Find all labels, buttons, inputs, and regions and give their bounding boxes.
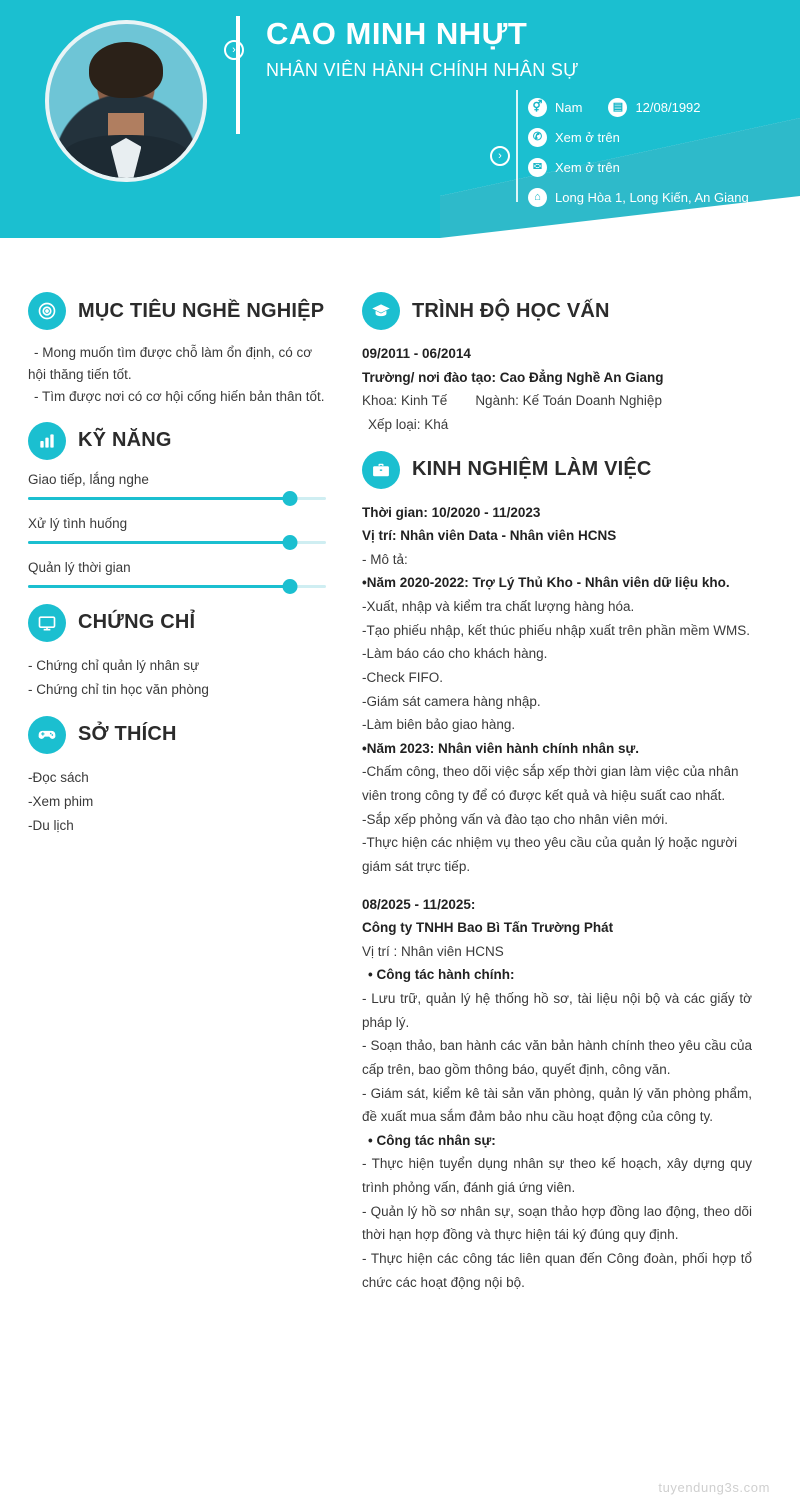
section-certificates-title: CHỨNG CHỈ bbox=[78, 611, 196, 634]
section-objective-header bbox=[28, 292, 326, 330]
education-grade: Xếp loại: Khá bbox=[368, 416, 449, 432]
skill-bar-knob bbox=[283, 491, 298, 506]
experience-2-position: Vị trí : Nhân viên HCNS bbox=[362, 943, 504, 959]
experience-1-block1-line: -Giám sát camera hàng nhập. bbox=[362, 693, 541, 709]
skill-bar bbox=[28, 541, 326, 544]
avatar-hair bbox=[89, 42, 163, 97]
contact-gender-text: Nam bbox=[555, 99, 583, 115]
experience-1-block2-line: -Sắp xếp phỏng vấn và đào tạo cho nhân viên mới. bbox=[362, 811, 669, 827]
experience-2-group1-line: - Giám sát, kiểm kê tài sản văn phòng, quản lý văn phòng phẩm, đề xuất mua sắm đảm bảo nhu cầu hoạt động của công ty. bbox=[362, 1085, 752, 1125]
chevron-right-icon: › bbox=[224, 40, 244, 60]
experience-1-block2-line: -Chấm công, theo dõi việc sắp xếp thời gian làm việc của nhân viên trong công ty để có được kết quả và hiệu suất cao nhất. bbox=[362, 764, 739, 803]
skill-label: Xử lý tình huống bbox=[28, 515, 128, 531]
job-role: NHÂN VIÊN HÀNH CHÍNH NHÂN SỰ bbox=[266, 60, 579, 80]
skill-bar-knob bbox=[283, 535, 298, 550]
right-column bbox=[348, 278, 752, 1294]
education-period: 09/2011 - 06/2014 bbox=[362, 346, 471, 361]
header-divider bbox=[236, 16, 240, 134]
section-objective-title: MỤC TIÊU NGHỀ NGHIỆP bbox=[78, 299, 325, 322]
section-experience-header bbox=[362, 451, 752, 489]
section-certificates-header bbox=[28, 604, 326, 642]
section-skills-header bbox=[28, 422, 326, 460]
education-school: Trường/ nơi đào tạo: Cao Đẳng Nghề An Giang bbox=[362, 369, 664, 385]
experience-2-company: Công ty TNHH Bao Bì Tấn Trường Phát bbox=[362, 920, 614, 936]
experience-2-group1-line: - Soạn thảo, ban hành các văn bản hành chính theo yêu cầu của cấp trên, bao gồm thông báo, quyết định, công văn. bbox=[362, 1038, 752, 1077]
contact-row-top bbox=[516, 92, 786, 122]
skill-item bbox=[28, 560, 326, 588]
experience-1-block1-line: -Làm báo cáo cho khách hàng. bbox=[362, 646, 548, 662]
contact-gender bbox=[528, 92, 582, 122]
education-detail-row bbox=[362, 389, 752, 413]
skill-bar bbox=[28, 497, 326, 500]
section-hobbies-header bbox=[28, 716, 326, 754]
experience-1-block2-title: •Năm 2023: Nhân viên hành chính nhân sự. bbox=[362, 740, 640, 756]
education-faculty: Khoa: Kinh Tế bbox=[362, 393, 448, 409]
section-hobbies-title: SỞ THÍCH bbox=[78, 723, 177, 746]
mail-icon: ✉ bbox=[528, 158, 547, 177]
experience-2-group2-line: - Thực hiện tuyển dụng nhân sự theo kế hoạch, xây dựng quy trình phỏng vấn, đánh giá ứng viên. bbox=[362, 1156, 752, 1195]
section-skills-title: KỸ NĂNG bbox=[78, 429, 172, 452]
avatar-image bbox=[49, 24, 203, 178]
left-column bbox=[28, 278, 348, 1294]
experience-1-block1-line: -Làm biên bảo giao hàng. bbox=[362, 717, 516, 733]
experience-1-block1-line: -Check FIFO. bbox=[362, 669, 444, 685]
contact-email[interactable] bbox=[516, 152, 786, 182]
hobby-item: -Đọc sách bbox=[28, 769, 89, 785]
section-education-title: TRÌNH ĐỘ HỌC VẤN bbox=[412, 299, 610, 322]
contact-birthday bbox=[608, 92, 700, 122]
contact-birthday-text: 12/08/1992 bbox=[635, 99, 701, 115]
chart-bars-icon bbox=[28, 422, 66, 460]
experience-2-group1-line: - Lưu trữ, quản lý hệ thống hồ sơ, tài liệu nội bộ và các giấy tờ pháp lý. bbox=[362, 991, 752, 1030]
skill-bar-fill bbox=[28, 497, 290, 500]
hobby-item: -Du lịch bbox=[28, 817, 74, 833]
contact-list bbox=[516, 92, 786, 212]
experience-1-desc-label: - Mô tả: bbox=[362, 551, 408, 567]
contact-phone-text: Xem ở trên bbox=[555, 129, 620, 145]
experience-1-block1-line: -Xuất, nhập và kiểm tra chất lượng hàng hóa. bbox=[362, 599, 635, 614]
avatar bbox=[45, 20, 207, 182]
calendar-icon: ▤ bbox=[608, 98, 627, 117]
graduation-cap-icon bbox=[362, 292, 400, 330]
target-icon bbox=[28, 292, 66, 330]
experience-1-position: Vị trí: Nhân viên Data - Nhân viên HCNS bbox=[362, 528, 617, 544]
experience-2-time: 08/2025 - 11/2025: bbox=[362, 896, 476, 912]
phone-icon: ✆ bbox=[528, 128, 547, 147]
objective-line-1: - Mong muốn tìm được chỗ làm ổn định, có cơ hội thăng tiến tốt. bbox=[28, 345, 313, 382]
cv-header bbox=[0, 0, 800, 258]
gender-icon: ⚥ bbox=[528, 98, 547, 117]
section-experience-title: KINH NGHIỆM LÀM VIỆC bbox=[412, 458, 652, 480]
contact-phone[interactable] bbox=[516, 122, 786, 152]
page-title: CAO MINH NHỰT bbox=[266, 16, 528, 51]
briefcase-icon bbox=[362, 451, 400, 489]
home-icon: ⌂ bbox=[528, 188, 547, 207]
skill-item bbox=[28, 516, 326, 544]
skill-bar bbox=[28, 585, 326, 588]
skill-bar-knob bbox=[283, 579, 298, 594]
certificate-icon bbox=[28, 604, 66, 642]
contact-email-text: Xem ở trên bbox=[555, 159, 620, 175]
experience-2-group2-title: • Công tác nhân sự: bbox=[368, 1132, 496, 1148]
contact-address-text: Long Hòa 1, Long Kiến, An Giang bbox=[555, 189, 749, 205]
experience-2-group2-line: - Quản lý hồ sơ nhân sự, soạn thảo hợp đồng lao động, theo dõi thời hạn hợp đồng và thực hiện tái ký đúng quy định. bbox=[362, 1203, 752, 1243]
section-education-header bbox=[362, 292, 752, 330]
experience-2-group1-title: • Công tác hành chính: bbox=[368, 967, 515, 983]
skill-item bbox=[28, 472, 326, 500]
cv-body bbox=[0, 258, 800, 1294]
certificate-item: - Chứng chỉ tin học văn phòng bbox=[28, 681, 209, 697]
contact-address bbox=[516, 182, 786, 212]
experience-1-block2-line: -Thực hiện các nhiệm vụ theo yêu cầu của quản lý hoặc người giám sát trực tiếp. bbox=[362, 835, 738, 874]
watermark: tuyendung3s.com bbox=[658, 1480, 770, 1495]
experience-1-block1-title: •Năm 2020-2022: Trợ Lý Thủ Kho - Nhân viên dữ liệu kho. bbox=[362, 575, 730, 591]
chevron-right-icon: › bbox=[490, 146, 510, 166]
experience-1-time: Thời gian: 10/2020 - 11/2023 bbox=[362, 504, 541, 520]
experience-2-group2-line: - Thực hiện các công tác liên quan đến Công đoàn, phối hợp tổ chức các hoạt động nội bộ. bbox=[362, 1250, 752, 1290]
skill-label: Quản lý thời gian bbox=[28, 559, 131, 575]
hobby-item: -Xem phim bbox=[28, 793, 94, 809]
education-major: Ngành: Kế Toán Doanh Nghiệp bbox=[475, 393, 662, 409]
certificate-item: - Chứng chỉ quản lý nhân sự bbox=[28, 657, 200, 673]
skill-bar-fill bbox=[28, 541, 290, 544]
skill-bar-fill bbox=[28, 585, 290, 588]
experience-1-block1-line: -Tạo phiếu nhập, kết thúc phiếu nhập xuất trên phần mềm WMS. bbox=[362, 622, 750, 638]
gamepad-icon bbox=[28, 716, 66, 754]
skill-label: Giao tiếp, lắng nghe bbox=[28, 471, 149, 487]
objective-line-2: - Tìm được nơi có cơ hội cống hiến bản thân tốt. bbox=[34, 388, 325, 404]
